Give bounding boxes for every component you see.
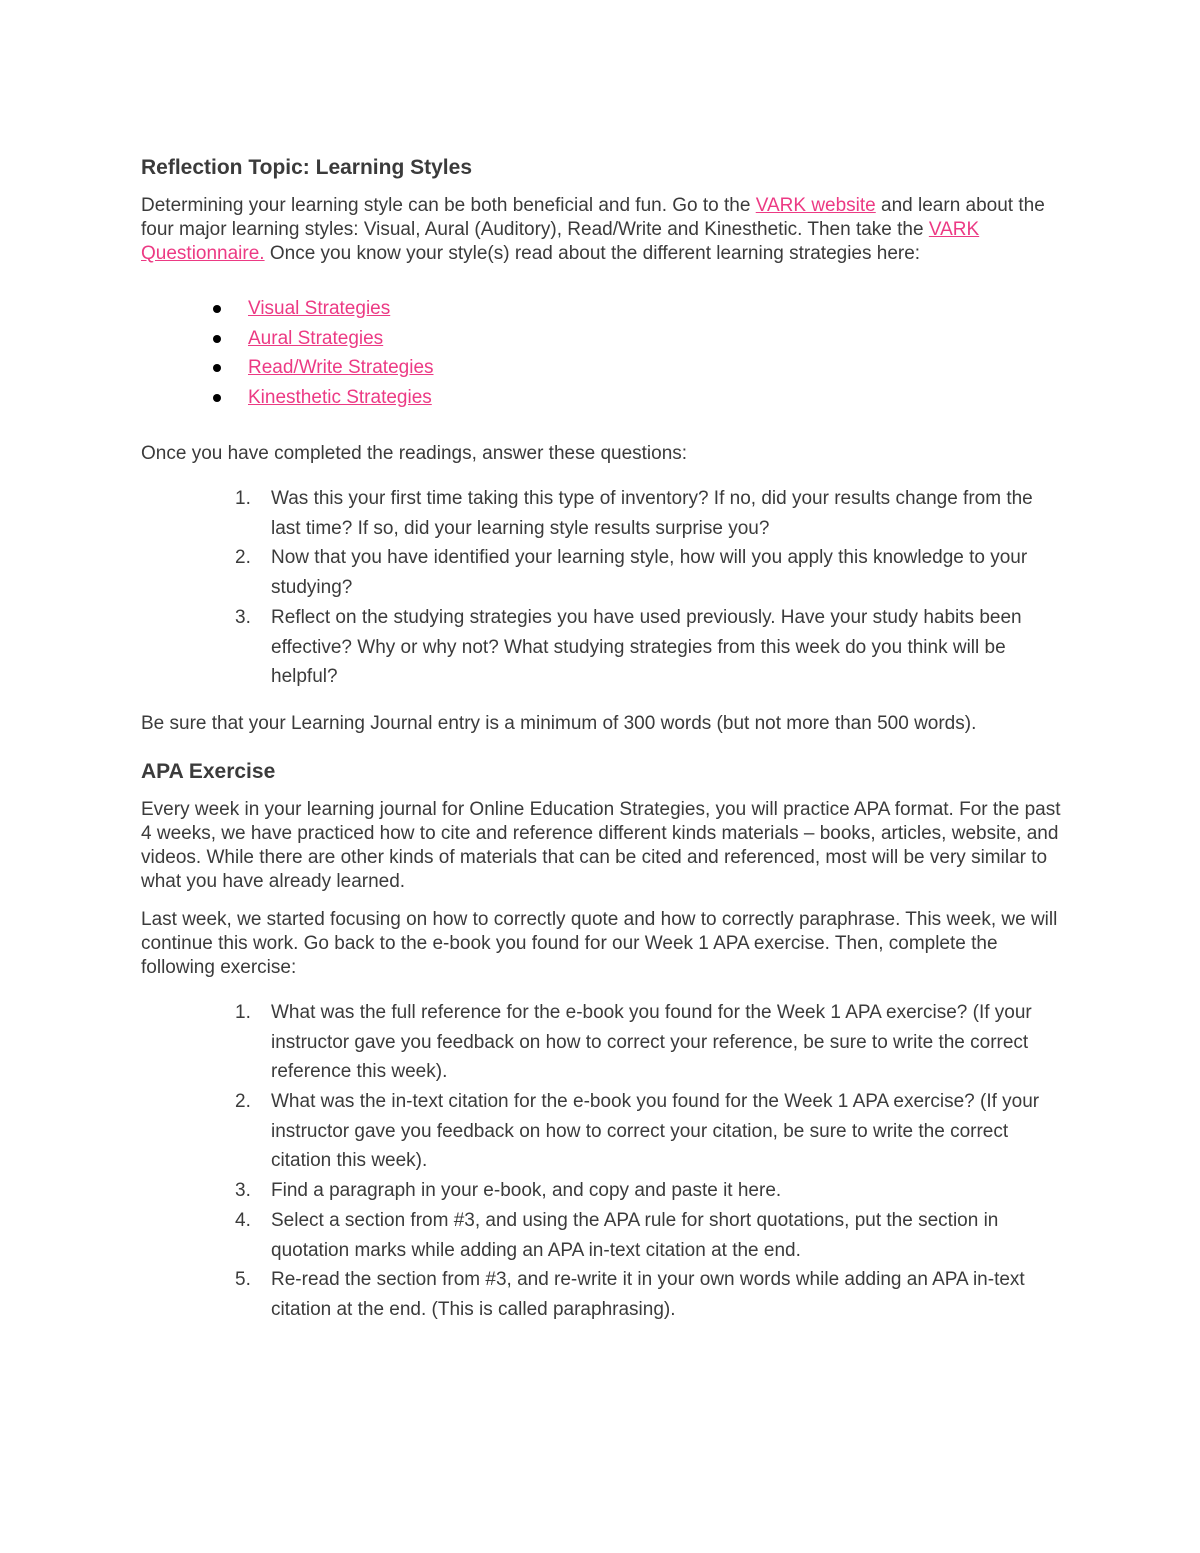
- item-number: 3.: [235, 606, 251, 628]
- list-item: [235, 998, 1061, 1087]
- intro-text-3: Once you know your style(s) read about the different learning strategies here:: [264, 243, 921, 264]
- list-item: [235, 1087, 1061, 1176]
- list-item: [235, 1176, 1061, 1206]
- list-item: [235, 543, 1061, 602]
- apa-steps-list: [141, 998, 1061, 1325]
- intro-text-2: and learn about the four major learning styles: Visual, Aural (Auditory), Read/Write and Kinesthetic. Then take the: [141, 195, 1045, 240]
- bullet-icon: [213, 335, 221, 343]
- item-number: 1.: [235, 488, 251, 509]
- item-number: 4.: [235, 1209, 251, 1231]
- list-item: [235, 1265, 1061, 1324]
- bullet-icon: [213, 394, 221, 402]
- apa-heading: APA Exercise: [141, 759, 276, 783]
- vark-questionnaire-link[interactable]: VARK Questionnaire.: [141, 219, 980, 264]
- item-number: 1.: [235, 1001, 251, 1023]
- item-text: Reflect on the studying strategies you have used previously. Have your study habits been effective? Why or why not? What studying strategies from this week do you think will be helpful?: [271, 606, 1022, 688]
- strategy-links-list: [141, 294, 1061, 412]
- kinesthetic-strategies-link[interactable]: Kinesthetic Strategies: [248, 386, 432, 408]
- read-write-strategies-link[interactable]: Read/Write Strategies: [248, 357, 434, 378]
- item-text: Select a section from #3, and using the APA rule for short quotations, put the section in quotation marks while adding an APA in-text citation at the end.: [271, 1209, 999, 1261]
- item-text: Find a paragraph in your e-book, and copy and paste it here.: [271, 1180, 782, 1202]
- vark-website-link[interactable]: VARK website: [755, 195, 876, 216]
- item-number: 5.: [235, 1269, 251, 1291]
- document-content: [141, 156, 1061, 1345]
- apa-paragraph-1: Every week in your learning journal for Online Education Strategies, you will practice APA format. For the past 4 weeks, we have practiced how to cite and reference different kinds materials – books, articles, website, and videos. While there are other kinds of materials that can be cited and referenced, most will be very similar to what you have already learned.: [141, 798, 1061, 892]
- aural-strategies-link[interactable]: Aural Strategies: [248, 327, 384, 349]
- list-item: [248, 383, 1061, 413]
- item-number: 2.: [235, 1091, 251, 1113]
- visual-strategies-link[interactable]: Visual Strategies: [248, 298, 391, 319]
- reflection-heading: Reflection Topic: Learning Styles: [141, 156, 472, 179]
- list-item: [235, 484, 1061, 543]
- list-item: [235, 603, 1061, 692]
- bullet-icon: [213, 305, 221, 313]
- item-text: What was the full reference for the e-book you found for the Week 1 APA exercise? (If your instructor gave you feedback on how to correct your reference, be sure to write the correct reference this week).: [271, 1001, 1032, 1083]
- list-item: [248, 353, 1061, 383]
- bullet-icon: [213, 364, 221, 372]
- list-item: [248, 324, 1061, 354]
- item-number: 2.: [235, 547, 251, 569]
- readings-prompt: Once you have completed the readings, answer these questions:: [141, 443, 688, 464]
- item-text: What was the in-text citation for the e-book you found for the Week 1 APA exercise? (If your instructor gave you feedback on how to correct your citation, be sure to write the correct citation this week).: [271, 1091, 1040, 1172]
- apa-paragraph-2: Last week, we started focusing on how to correctly quote and how to correctly paraphrase. This week, we will continue this work. Go back to the e-book you found for our Week 1 APA exercise. Then, complete the following exercise:: [141, 908, 1058, 978]
- item-text: Re-read the section from #3, and re-write it in your own words while adding an APA in-text citation at the end. (This is called paraphrasing).: [271, 1269, 1025, 1320]
- item-number: 3.: [235, 1180, 251, 1202]
- reflection-intro: [141, 194, 1061, 266]
- reflection-questions-list: [141, 484, 1061, 692]
- item-text: Now that you have identified your learning style, how will you apply this knowledge to your studying?: [271, 547, 1028, 599]
- list-item: [248, 294, 1061, 324]
- word-count-note: Be sure that your Learning Journal entry is a minimum of 300 words (but not more than 500 words).: [141, 712, 977, 734]
- list-item: [235, 1206, 1061, 1265]
- item-text: Was this your first time taking this type of inventory? If no, did your results change from the last time? If so, did your learning style results surprise you?: [271, 488, 1033, 539]
- intro-text-1: Determining your learning style can be both beneficial and fun. Go to the: [141, 195, 756, 216]
